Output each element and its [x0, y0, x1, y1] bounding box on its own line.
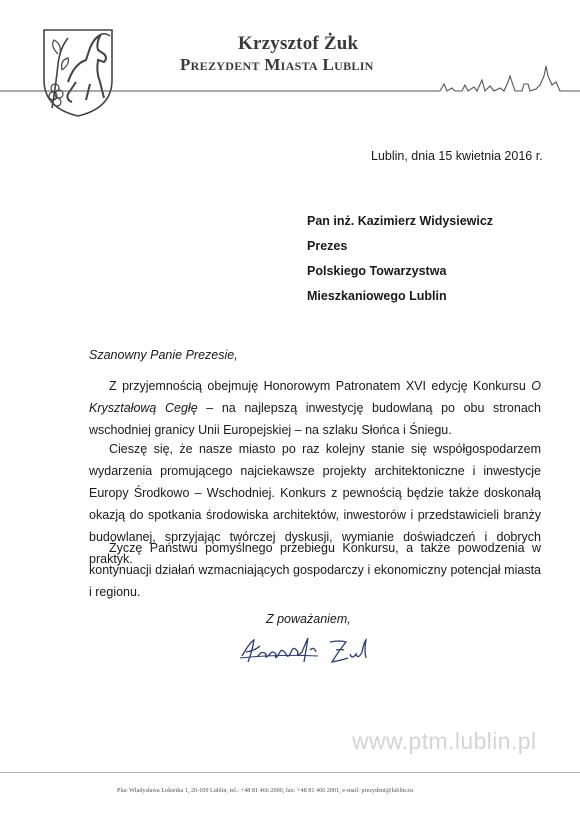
competition-title: O Kryształową Cegłę: [89, 379, 541, 415]
handwritten-signature: [236, 632, 376, 672]
recipient-name: Pan inż. Kazimierz Widysiewicz: [307, 214, 494, 228]
footer-contact: Plac Władysława Łokietka 1, 20-109 Lublin, tel.: +48 81 466 2000, fax: +48 81 466 2001, e-mail: prezydent@lublin.eu: [117, 787, 414, 794]
paragraph-3-text: Życzę Państwu pomyślnego przebiegu Konkursu, a także powodzenia w kontynuacji działań wzmacniających gospodarczy i ekonomiczny potencjał miasta i regionu.: [89, 541, 541, 599]
recipient-block: [307, 209, 493, 309]
office-title: Prezydent Miasta Lublin: [180, 55, 374, 74]
letter-date: Lublin, dnia 15 kwietnia 2016 r.: [371, 149, 543, 163]
paragraph-2-text: Cieszę się, że nasze miasto po raz kolejny stanie się współgospodarzem wydarzenia promującego najciekawsze projekty architektoniczne i inwestycje Europy Środkowo – Wschodniej. Konkurs z pewnością będzie także doskonałą okazją do spotkania środowiska architektów, inwestorów i przedstawicieli branży budowlanej, sprzyjając twórczej dyskusji, wymianie doświadczeń i dobrych praktyk.: [89, 442, 541, 566]
author-name: Krzysztof Żuk: [238, 33, 359, 54]
recipient-position: Prezes: [307, 239, 348, 253]
closing: Z poważaniem,: [266, 612, 351, 626]
paragraph-1-text-b: – na najlepszą inwestycję budowlaną po obu stronach wschodniej granicy Unii Europejskiej – na szlaku Słońca i Śniegu.: [89, 401, 541, 437]
paragraph-1-text-a: Z przyjemnością obejmuję Honorowym Patronatem XVI edycję Konkursu: [109, 379, 532, 393]
paragraph-3: [89, 537, 541, 603]
footer-divider: [0, 772, 580, 773]
recipient-organization-line1: Polskiego Towarzystwa: [307, 264, 447, 278]
recipient-organization-line2: Mieszkaniowego Lublin: [307, 289, 447, 303]
website-watermark: www.ptm.lublin.pl: [352, 728, 537, 754]
greeting: Szanowny Panie Prezesie,: [89, 348, 238, 362]
city-skyline-icon: [0, 58, 580, 104]
paragraph-1: [89, 375, 541, 441]
